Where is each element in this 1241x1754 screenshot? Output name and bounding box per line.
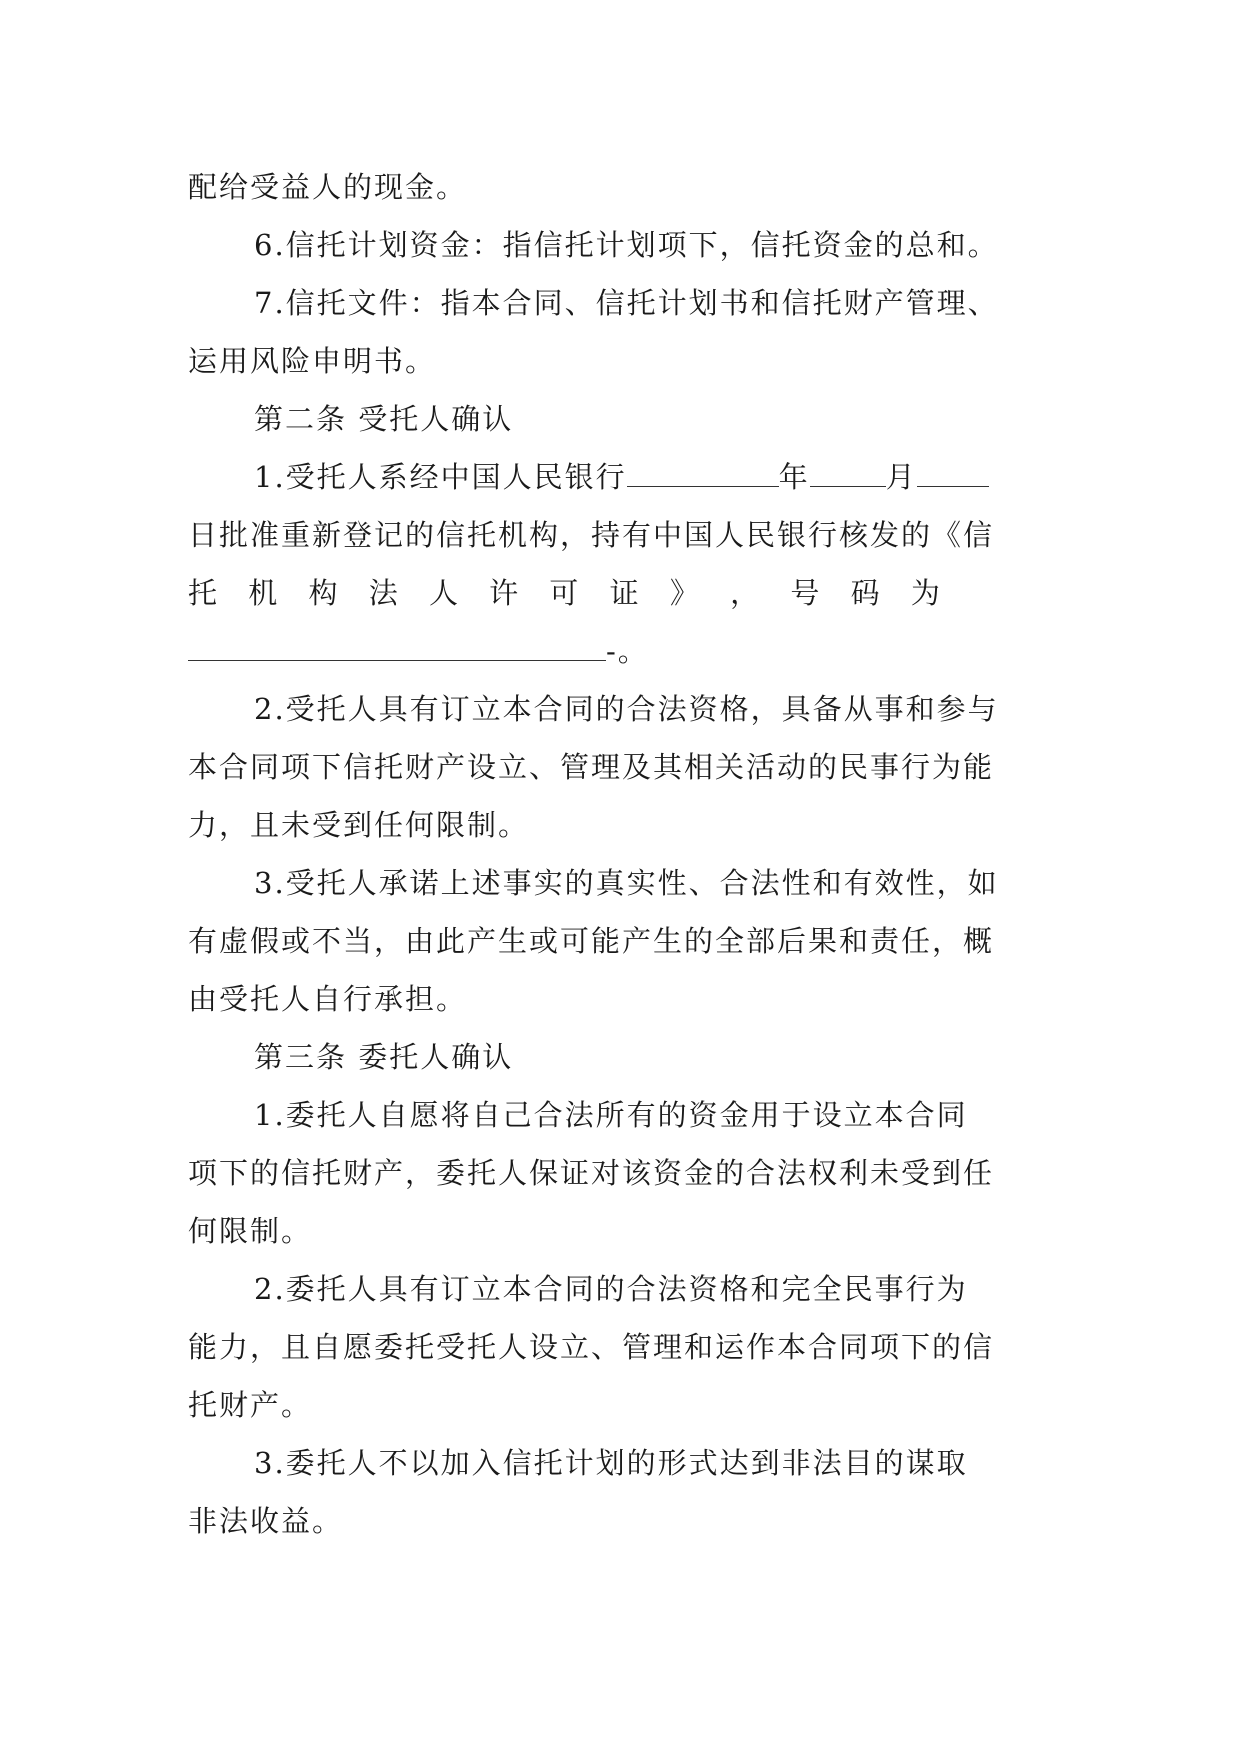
paragraph-line: 何限制。	[188, 1214, 313, 1248]
license-number-line: -。	[188, 622, 1088, 680]
article-2-heading: 第二条 受托人确认	[254, 402, 514, 436]
article-2-clause-3: 3.受托人承诺上述事实的真实性、合法性和有效性，如	[254, 866, 999, 900]
article-3-clause-1: 1.委托人自愿将自己合法所有的资金用于设立本合同	[254, 1098, 968, 1132]
paragraph-line: 非法收益。	[188, 1504, 344, 1538]
paragraph-line: 力，且未受到任何限制。	[188, 808, 530, 842]
license-line: 托 机 构 法 人 许 可 证 》 ， 号 码 为	[188, 576, 940, 610]
article-2-clause-1: 1.受托人系经中国人民银行 年 月	[188, 448, 1088, 506]
license-number-blank	[188, 626, 606, 661]
article-3-clause-3: 3.委托人不以加入信托计划的形式达到非法目的谋取	[254, 1446, 968, 1480]
paragraph-line: 能力，且自愿委托受托人设立、管理和运作本合同项下的信	[188, 1330, 995, 1364]
month-blank	[810, 452, 886, 487]
paragraph-line: 项下的信托财产，委托人保证对该资金的合法权利未受到任	[188, 1156, 995, 1190]
document-page	[188, 158, 1088, 1550]
article-2-clause-2: 2.受托人具有订立本合同的合法资格，具备从事和参与	[254, 692, 999, 726]
definition-7: 7.信托文件：指本合同、信托计划书和信托财产管理、	[254, 286, 999, 320]
paragraph-line: 由受托人自行承担。	[188, 982, 468, 1016]
paragraph-line: 托财产。	[188, 1388, 313, 1422]
article-3-clause-2: 2.委托人具有订立本合同的合法资格和完全民事行为	[254, 1272, 968, 1306]
article-3-heading: 第三条 委托人确认	[254, 1040, 514, 1074]
paragraph-line: 本合同项下信托财产设立、管理及其相关活动的民事行为能	[188, 750, 995, 784]
paragraph-line: 配给受益人的现金。	[188, 170, 468, 204]
paragraph-line: 运用风险申明书。	[188, 344, 437, 378]
year-blank	[627, 452, 779, 487]
paragraph-line: 有虚假或不当，由此产生或可能产生的全部后果和责任，概	[188, 924, 995, 958]
paragraph-line: 日批准重新登记的信托机构，持有中国人民银行核发的《信	[188, 518, 995, 552]
day-blank	[917, 452, 989, 487]
definition-6: 6.信托计划资金：指信托计划项下，信托资金的总和。	[254, 228, 999, 262]
